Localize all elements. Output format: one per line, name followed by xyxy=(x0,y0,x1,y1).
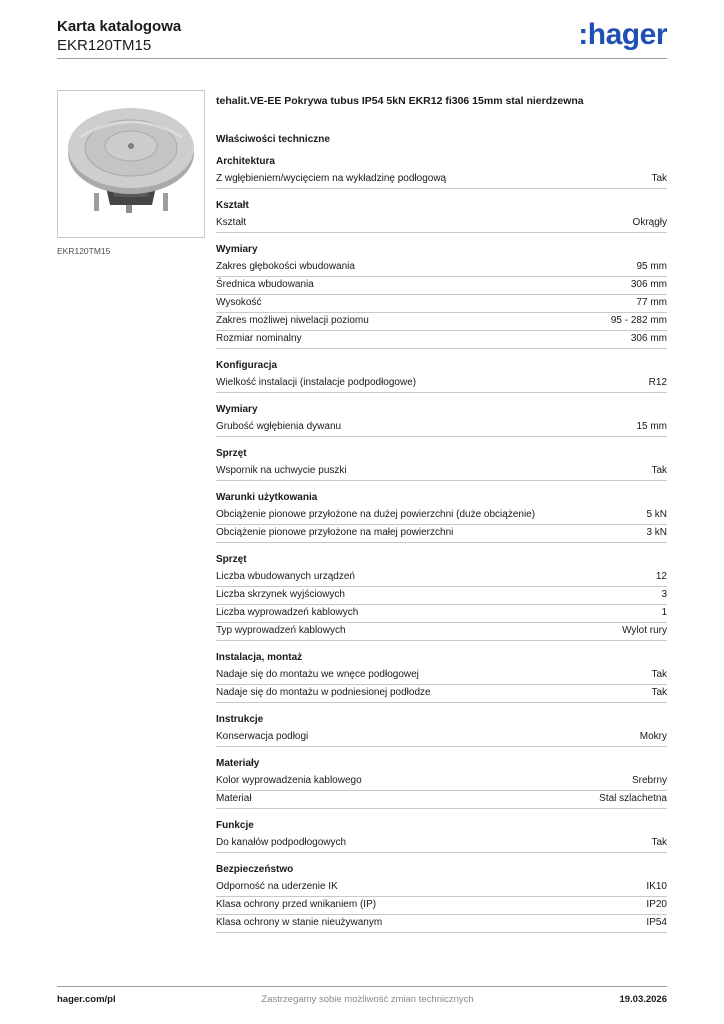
property-row xyxy=(216,685,667,703)
property-label: Liczba wbudowanych urządzeń xyxy=(216,570,355,582)
property-row xyxy=(216,375,667,393)
property-row xyxy=(216,507,667,525)
property-label: Średnica wbudowania xyxy=(216,278,314,290)
footer-divider xyxy=(57,986,667,987)
property-row xyxy=(216,791,667,809)
property-label: Obciążenie pionowe przyłożone na małej powierzchni xyxy=(216,526,454,538)
footer-website: hager.com/pl xyxy=(57,994,116,1005)
property-value: IK10 xyxy=(646,880,667,892)
property-value: 12 xyxy=(655,570,667,582)
specs-column xyxy=(216,90,667,933)
property-value: 306 mm xyxy=(630,332,667,344)
property-row xyxy=(216,915,667,933)
property-row xyxy=(216,667,667,685)
section-title: Materiały xyxy=(216,757,260,769)
property-row xyxy=(216,835,667,853)
property-section xyxy=(216,360,667,393)
property-row xyxy=(216,463,667,481)
property-section xyxy=(216,156,667,189)
property-row xyxy=(216,623,667,641)
property-value: IP20 xyxy=(646,898,667,910)
property-sections xyxy=(216,156,667,933)
property-label: Wspornik na uchwycie puszki xyxy=(216,464,347,476)
property-label: Nadaje się do montażu w podniesionej podłodze xyxy=(216,686,431,698)
property-row xyxy=(216,605,667,623)
property-section xyxy=(216,758,667,809)
property-label: Zakres głębokości wbudowania xyxy=(216,260,355,272)
product-image-caption: EKR120TM15 xyxy=(57,246,111,256)
section-title: Wymiary xyxy=(216,243,258,255)
property-value: IP54 xyxy=(646,916,667,928)
property-value: 77 mm xyxy=(636,296,667,308)
property-section xyxy=(216,404,667,437)
property-label: Do kanałów podpodłogowych xyxy=(216,836,347,848)
property-label: Konserwacja podłogi xyxy=(216,730,309,742)
header-titles xyxy=(57,18,181,56)
property-row xyxy=(216,313,667,331)
product-code: EKR120TM15 xyxy=(57,36,152,54)
property-value: R12 xyxy=(648,376,667,388)
property-section xyxy=(216,200,667,233)
property-value: 1 xyxy=(661,606,667,618)
section-title: Sprzęt xyxy=(216,553,247,565)
property-section xyxy=(216,714,667,747)
property-row xyxy=(216,587,667,605)
property-value: Tak xyxy=(651,686,667,698)
property-label: Rozmiar nominalny xyxy=(216,332,302,344)
section-title: Kształt xyxy=(216,199,249,211)
section-title: Sprzęt xyxy=(216,447,247,459)
property-row xyxy=(216,295,667,313)
property-label: Wielkość instalacji (instalacje podpodłogowe) xyxy=(216,376,417,388)
property-value: Srebrny xyxy=(631,774,667,786)
page-header xyxy=(57,18,667,56)
property-value: 95 mm xyxy=(636,260,667,272)
property-row xyxy=(216,729,667,747)
property-section xyxy=(216,554,667,641)
property-label: Typ wyprowadzeń kablowych xyxy=(216,624,346,636)
footer-date: 19.03.2026 xyxy=(619,994,667,1005)
property-section xyxy=(216,652,667,703)
property-section xyxy=(216,448,667,481)
property-label: Liczba skrzynek wyjściowych xyxy=(216,588,345,600)
property-row xyxy=(216,879,667,897)
property-label: Nadaje się do montażu we wnęce podłogowej xyxy=(216,668,419,680)
footer-disclaimer: Zastrzegamy sobie możliwość zmian technicznych xyxy=(261,994,474,1005)
product-title: tehalit.VE-EE Pokrywa tubus IP54 5kN EKR12 fi306 15mm stal nierdzewna xyxy=(216,95,584,107)
property-label: Zakres możliwej niwelacji poziomu xyxy=(216,314,369,326)
property-row xyxy=(216,215,667,233)
property-label: Klasa ochrony w stanie nieużywanym xyxy=(216,916,383,928)
content-area xyxy=(57,90,667,933)
property-section xyxy=(216,244,667,349)
property-value: Wylot rury xyxy=(622,624,667,636)
section-title: Instalacja, montaż xyxy=(216,651,303,663)
footer-row xyxy=(57,994,667,1005)
property-value: Mokry xyxy=(639,730,667,742)
property-value: Stal szlachetna xyxy=(599,792,667,804)
property-section xyxy=(216,492,667,543)
section-title: Wymiary xyxy=(216,403,258,415)
property-label: Wysokość xyxy=(216,296,262,308)
technical-properties-heading: Właściwości techniczne xyxy=(216,133,330,145)
section-title: Instrukcje xyxy=(216,713,264,725)
page-footer xyxy=(57,986,667,1005)
property-label: Klasa ochrony przed wnikaniem (IP) xyxy=(216,898,377,910)
floor-box-cover-image xyxy=(58,89,204,240)
property-row xyxy=(216,259,667,277)
property-value: Tak xyxy=(651,668,667,680)
property-value: 3 kN xyxy=(646,526,667,538)
property-label: Kształt xyxy=(216,216,247,228)
product-image-column xyxy=(57,90,205,933)
property-row xyxy=(216,525,667,543)
property-section xyxy=(216,820,667,853)
property-row xyxy=(216,897,667,915)
property-label: Z wgłębieniem/wycięciem na wykładzinę podłogową xyxy=(216,172,447,184)
property-value: 15 mm xyxy=(636,420,667,432)
property-value: 95 - 282 mm xyxy=(610,314,667,326)
property-value: 3 xyxy=(661,588,667,600)
product-image-frame xyxy=(57,90,205,238)
logo-wordmark: hager xyxy=(587,18,667,51)
property-label: Odporność na uderzenie IK xyxy=(216,880,338,892)
document-type-title: Karta katalogowa xyxy=(57,18,182,35)
property-row xyxy=(216,331,667,349)
property-value: 5 kN xyxy=(646,508,667,520)
property-label: Liczba wyprowadzeń kablowych xyxy=(216,606,359,618)
section-title: Funkcje xyxy=(216,819,254,831)
property-label: Materiał xyxy=(216,792,252,804)
property-row xyxy=(216,171,667,189)
property-row xyxy=(216,277,667,295)
property-row xyxy=(216,419,667,437)
property-value: 306 mm xyxy=(630,278,667,290)
property-label: Kolor wyprowadzenia kablowego xyxy=(216,774,362,786)
header-divider xyxy=(57,58,667,59)
property-label: Grubość wgłębienia dywanu xyxy=(216,420,342,432)
property-value: Okrągły xyxy=(632,216,667,228)
section-title: Warunki użytkowania xyxy=(216,491,318,503)
property-value: Tak xyxy=(651,836,667,848)
property-label: Obciążenie pionowe przyłożone na dużej powierzchni (duże obciążenie) xyxy=(216,508,536,520)
property-value: Tak xyxy=(651,464,667,476)
property-row xyxy=(216,773,667,791)
section-title: Architektura xyxy=(216,155,275,167)
property-section xyxy=(216,864,667,933)
property-row xyxy=(216,569,667,587)
logo-colon: : xyxy=(578,18,588,51)
section-title: Bezpieczeństwo xyxy=(216,863,294,875)
property-value: Tak xyxy=(651,172,667,184)
hager-logo xyxy=(578,20,667,50)
section-title: Konfiguracja xyxy=(216,359,278,371)
